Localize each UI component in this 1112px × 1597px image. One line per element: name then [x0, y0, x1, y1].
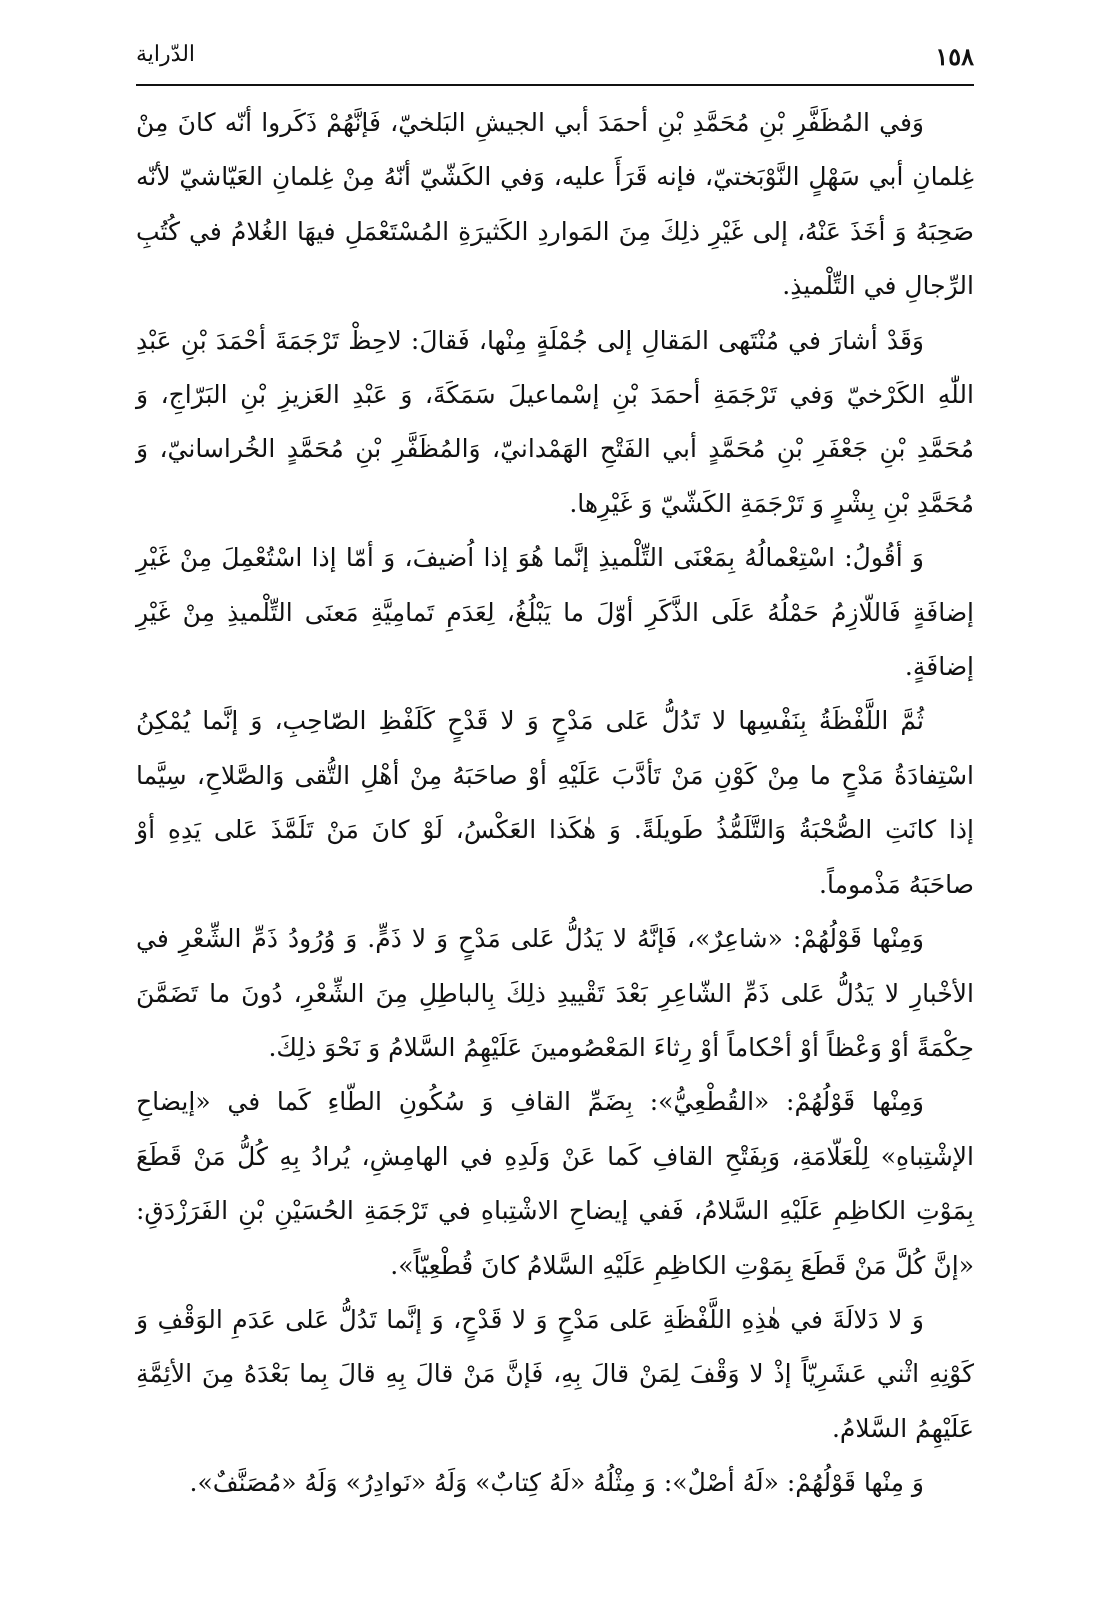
paragraph-2: وَقَدْ أشارَ في مُنْتَهى المَقالِ إلى جُمْلَةٍ مِنْها، فَقالَ: لاحِظْ تَرْجَمَةَ أحْمَدَ بْنِ عَبْدِ اللّٰهِ الكَرْخيّ وَفي تَرْجَمَةِ أحمَدَ بْنِ إسْماعيلَ سَمَكَةَ، وَ عَبْدِ العَزيزِ بْنِ البَرّاجِ، وَ مُحَمَّدِ بْنِ جَعْفَرِ بْنِ مُحَمَّدٍ أبي الفَتْحِ الهَمْدانيّ، وَالمُظَفَّرِ بْنِ مُحَمَّدٍ الخُراسانيّ، وَ مُحَمَّدِ بْنِ بِشْرٍ وَ تَرْجَمَةِ الكَشّيّ وَ غَيْرِها. [136, 325, 974, 518]
paragraph-7: وَ لا دَلالَةَ في هٰذِهِ اللَّفْظَةِ عَلى مَدْحٍ وَ لا قَدْحٍ، وَ إنَّما تَدُلُّ عَلى عَدَمِ الوَقْفِ وَ كَوْنِهِ اثْني عَشَرِيّاً إذْ لا وَقْفَ لِمَنْ قالَ بِهِ، فَإنَّ مَنْ قالَ بِهِ قالَ بِما بَعْدَهُ مِنَ الأئِمَّةِ عَلَيْهِمُ السَّلامُ. [136, 1304, 974, 1443]
header-rule [136, 84, 974, 86]
page-header [136, 40, 974, 84]
paragraph-8: وَ مِنْها قَوْلُهُمْ: «لَهُ أصْلٌ»: وَ مِثْلُهُ «لَهُ كِتابٌ» وَلَهُ «نَوادِرُ» وَلَهُ «مُصَنَّفٌ». [189, 1468, 924, 1498]
running-title: الدّراية [136, 42, 196, 67]
paragraph-4: ثُمَّ اللَّفْظَةُ بِنَفْسِها لا تَدُلُّ عَلى مَدْحٍ وَ لا قَدْحٍ كَلَفْظِ الصّاحِبِ، وَ إنَّما يُمْكِنُ اسْتِفادَةُ مَدْحٍ ما مِنْ كَوْنِ مَنْ تَأدَّبَ عَلَيْهِ أوْ صاحَبَهُ مِنْ أهْلِ التُّقى وَالصَّلاحِ، سِيَّما إذا كانَتِ الصُّحْبَةُ وَالتَّلَمُّذُ طَويلَةً. وَ هٰكَذا العَكْسُ، لَوْ كانَ مَنْ تَلَمَّذَ عَلى يَدِهِ أوْ صاحَبَهُ مَذْموماً. [136, 706, 974, 899]
page-number: ١٥٨ [935, 42, 974, 71]
paragraph-3: وَ أقُولُ: اسْتِعْمالُهُ بِمَعْنَى التِّلْميذِ إنَّما هُوَ إذا اُضيفَ، وَ أمّا إذا اسْتُعْمِلَ مِنْ غَيْرِ إضافَةٍ فَاللّازِمُ حَمْلُهُ عَلَى الذَّكَرِ أوّلَ ما يَبْلُغُ، لِعَدَمِ تَمامِيَّةِ مَعنَى التِّلْميذِ مِنْ غَيْرِ إضافَةٍ. [136, 543, 974, 682]
body-text [136, 96, 974, 1511]
paragraph-5: وَمِنْها قَوْلُهُمْ: «شاعِرٌ»، فَإنَّهُ لا يَدُلُّ عَلى مَدْحٍ وَ لا ذَمٍّ. وَ وُرُودُ ذَمِّ الشِّعْرِ في الأخْبارِ لا يَدُلُّ عَلى ذَمِّ الشّاعِرِ بَعْدَ تَقْييدِ ذلِكَ بِالباطِلِ مِنَ الشِّعْرِ، دُونَ ما تَضَمَّنَ حِكْمَةً أوْ وَعْظاً أوْ أحْكاماً أوْ رِثاءَ المَعْصُومينَ عَلَيْهِمُ السَّلامُ وَ نَحْوَ ذلِكَ. [136, 924, 974, 1062]
paragraph-6: وَمِنْها قَوْلُهُمْ: «القُطْعِيُّ»: بِضَمِّ القافِ وَ سُكُونِ الطّاءِ كَما في «إيضاحِ الإشْتِباهِ» لِلْعَلّامَةِ، وَبِفَتْحِ القافِ كَما عَنْ وَلَدِهِ في الهامِشِ، يُرادُ بِهِ كُلُّ مَنْ قَطَعَ بِمَوْتِ الكاظِمِ عَلَيْهِ السَّلامُ، فَفي إيضاحِ الاشْتِباهِ في تَرْجَمَةِ الحُسَيْنِ بْنِ الفَرَزْدَقِ: «إنَّ كُلَّ مَنْ قَطَعَ بِمَوْتِ الكاظِمِ عَلَيْهِ السَّلامُ كانَ قُطْعِيّاً». [136, 1087, 974, 1280]
paragraph-1: وَفي المُظَفَّرِ بْنِ مُحَمَّدِ بْنِ أحمَدَ أبي الجيشِ البَلخيّ، فَإنَّهُمْ ذَكَروا أنّه كانَ مِنْ غِلمانِ أبي سَهْلٍ النَّوْبَختيّ، فإنه قَرَأَ عليه، وَفي الكَشّيّ أنّهُ مِنْ غِلمانِ العَيّاشيّ لأنّه صَحِبَهُ وَ أخَذَ عَنْهُ، إلى غَيْرِ ذلِكَ مِنَ المَواردِ الكَثيرَةِ المُسْتَعْمَلِ فيهَا الغُلامُ في كُتُبِ الرِّجالِ في التِّلْميذِ. [136, 108, 974, 301]
